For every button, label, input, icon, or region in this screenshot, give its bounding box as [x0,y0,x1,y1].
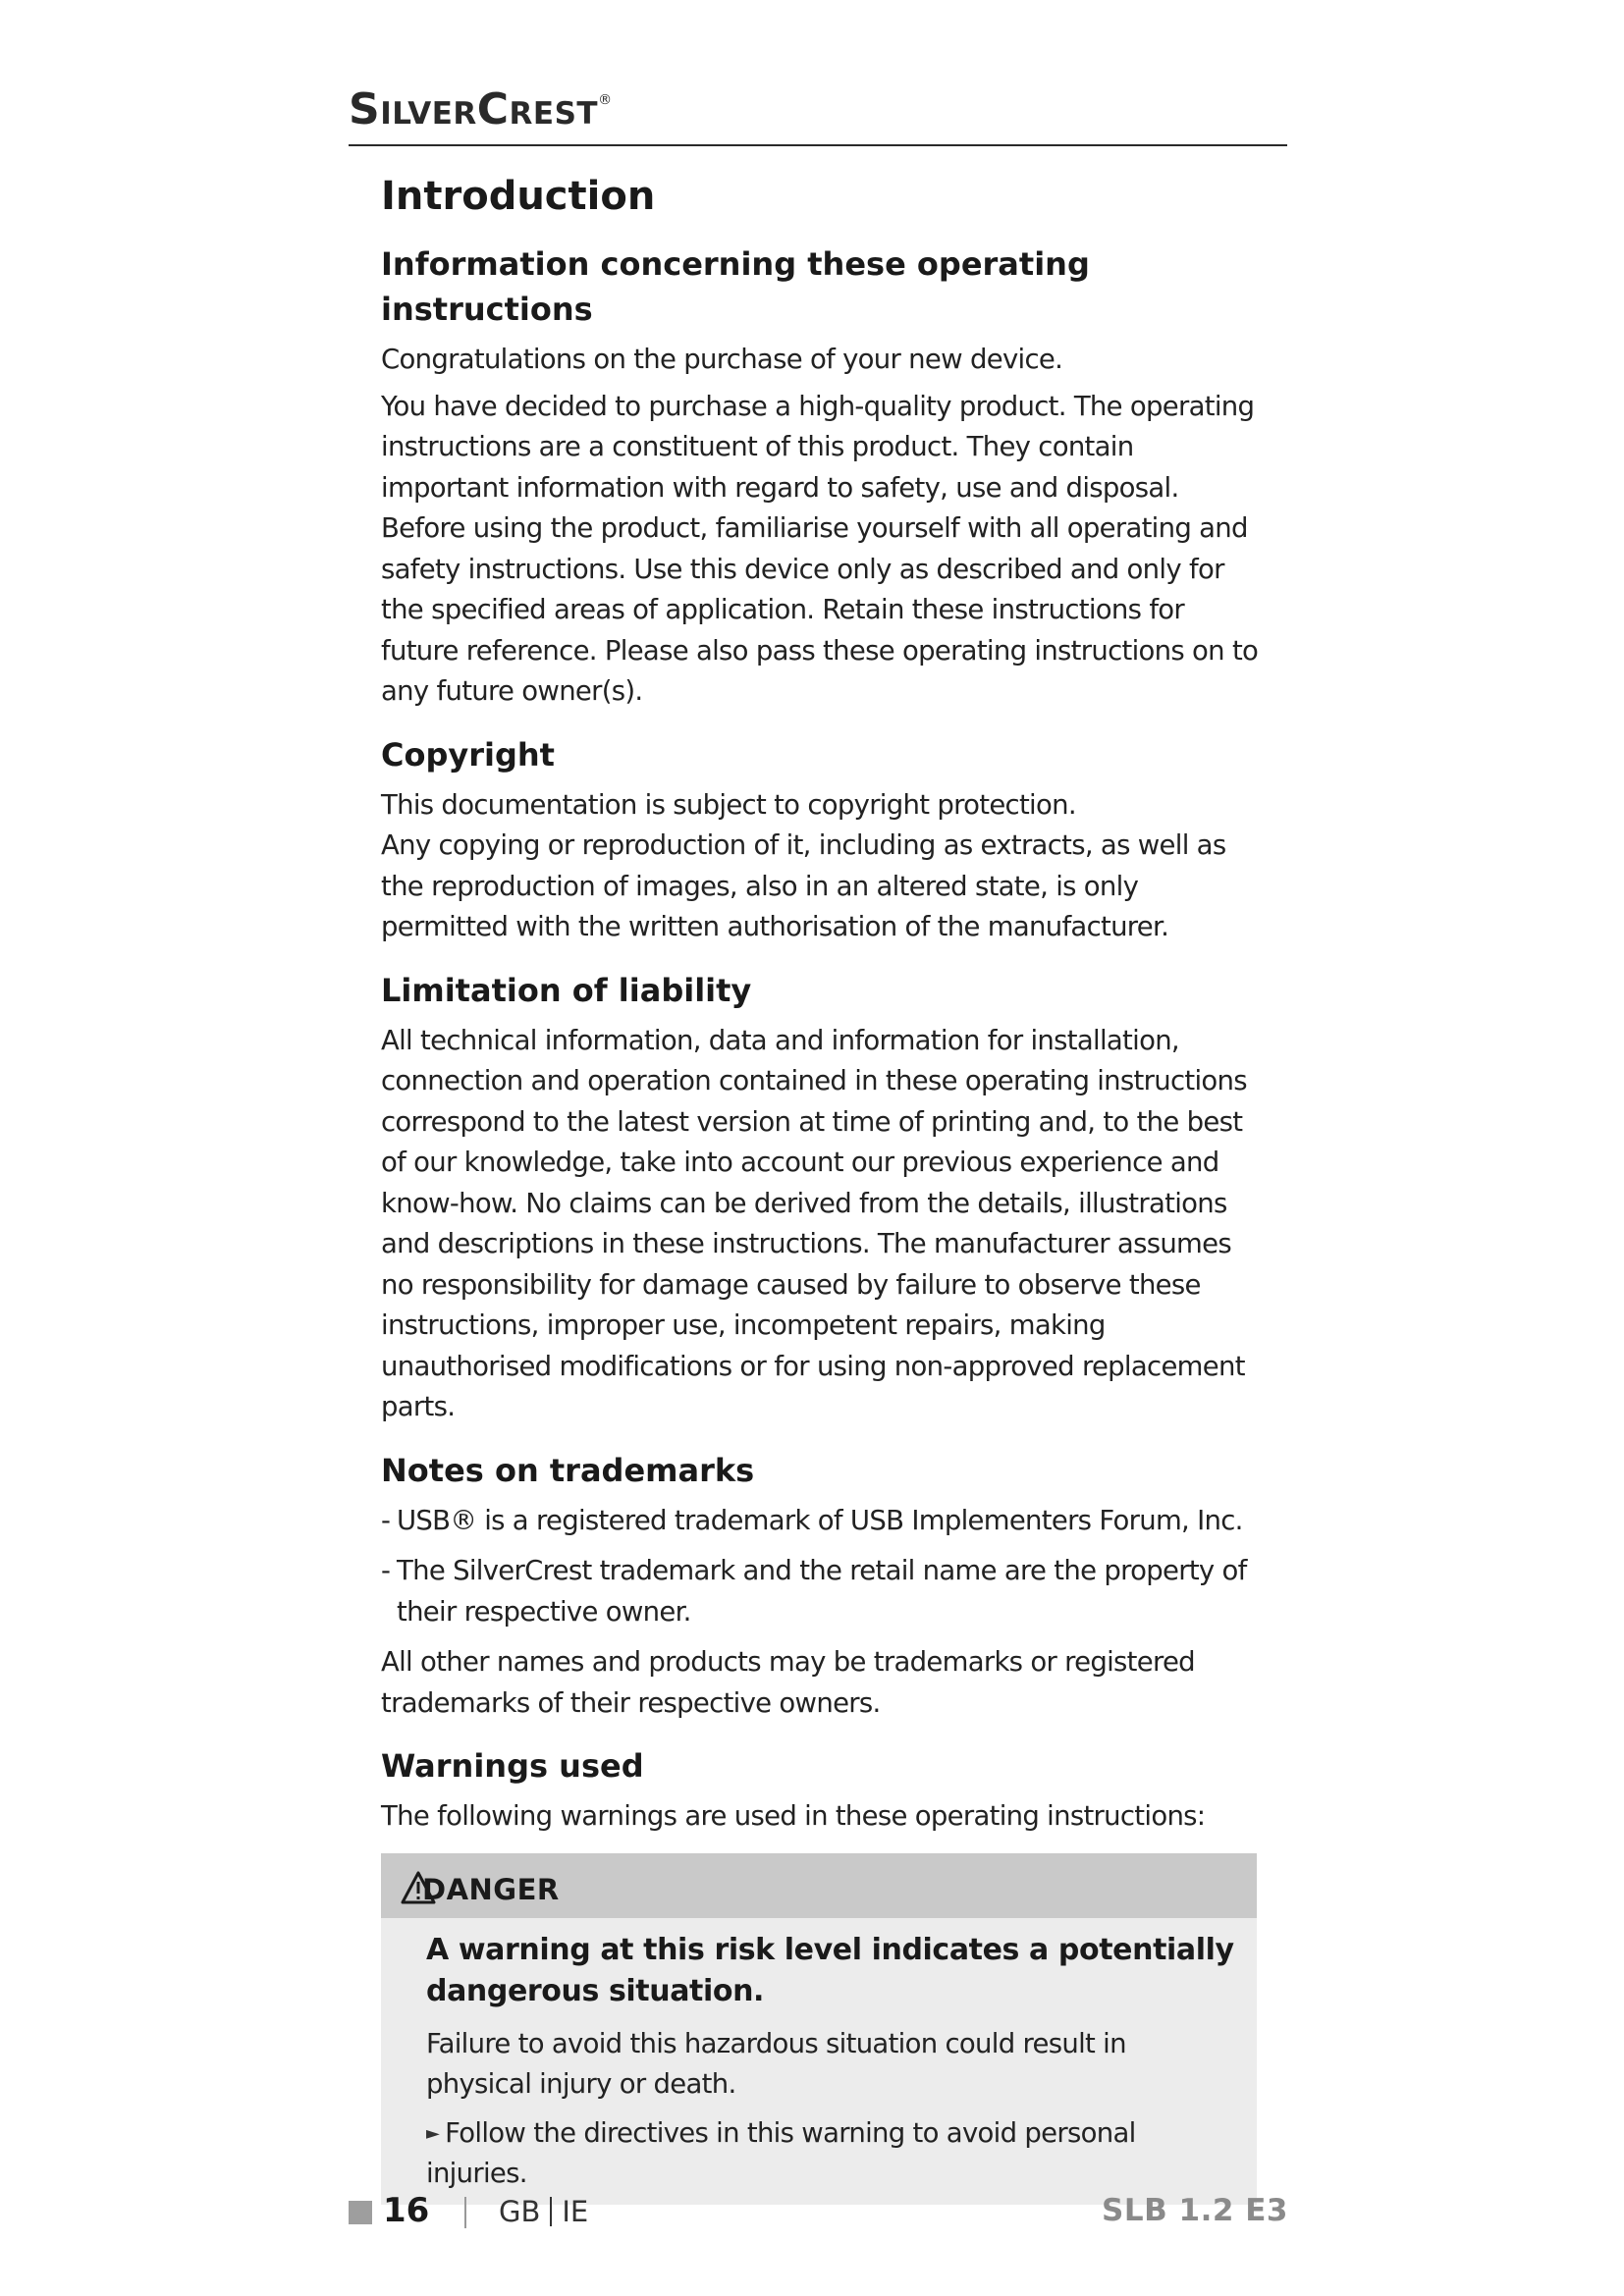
section-copyright [381,732,1265,948]
info-paragraph-1: Congratulations on the purchase of your new device. [381,344,1063,375]
danger-warning-action-text: Follow the directives in this warning to avoid personal injuries. [426,2116,1136,2189]
trademark-bullet-1 [381,1501,1265,1542]
warnings-paragraph-1: The following warnings are used in these operating instructions: [381,1800,1206,1832]
danger-warning-text: Failure to avoid this hazardous situation could result in physical injury or death. [426,2027,1126,2100]
copyright-paragraph-1: This documentation is subject to copyright protection. [381,788,1076,821]
language-code-gb: GB [499,2195,541,2228]
footer-marker-square [349,2201,372,2224]
header-divider [349,144,1287,146]
bullet-dash: - [381,1504,391,1536]
section-info [381,241,1265,713]
section-heading-info: Information concerning these operating instructions [381,245,1090,328]
section-heading-liability: Limitation of liability [381,971,752,1009]
danger-warning-action [426,2113,1237,2195]
trademark-bullet-2 [381,1551,1265,1632]
section-liability [381,968,1265,1428]
section-trademarks [381,1448,1265,1725]
danger-warning-lead: A warning at this risk level indicates a potentially dangerous situation. [426,1932,1234,2008]
liability-paragraph-1: All technical information, data and information for installation, connection and operation contained in these operating instructions correspond to the latest version at time of printing and, to the best of our knowledge, take into account our previous experience and know-how. No claims can be derived from the details, illustrations and descriptions in these instructions. The manufacturer assumes no responsibility for damage caused by failure to observe these instructions, improper use, incompetent repairs, making unauthorised modifications or for using non-approved replacement parts. [381,1024,1247,1422]
danger-warning-title: DANGER [422,1872,560,1906]
main-content [381,167,1265,2224]
section-heading-copyright: Copyright [381,735,555,774]
footer-separator [464,2197,466,2228]
section-warnings [381,1743,1265,2205]
footer-language-codes [499,2195,588,2228]
info-paragraph-2: You have decided to purchase a high-quality product. The operating instructions are a constituent of this product. They contain important information with regard to safety, use and disposal. Before using the product, familiarise yourself with all operating and safety instructions. Use this device only as described and only for the specified areas of application. Retain these instructions for future reference. Please also pass these operating instructions on to any future owner(s). [381,390,1259,707]
brand-registered-mark: ® [598,92,613,108]
brand-name: SilverCrest [349,84,599,134]
danger-warning-header [381,1853,1257,1918]
arrow-right-icon: ► [426,2122,440,2144]
copyright-paragraph-2: Any copying or reproduction of it, including as extracts, as well as the reproduction of images, also in an altered state, is only permitted with the written authorisation of the manufacturer. [381,829,1226,942]
language-separator [550,2197,552,2226]
page-title: Introduction [381,174,656,219]
model-number: SLB 1.2 E3 [1102,2193,1288,2228]
danger-warning-box [381,1853,1257,2205]
trademark-bullet-text-1: USB® is a registered trademark of USB Implementers Forum, Inc. [397,1504,1243,1536]
trademark-bullet-text-2: The SilverCrest trademark and the retail name are the property of their respective owner. [397,1555,1247,1628]
danger-warning-body [381,1918,1257,2205]
brand-logo [349,84,613,134]
language-code-ie: IE [562,2195,589,2228]
page-number: 16 [383,2191,430,2230]
bullet-dash: - [381,1555,391,1586]
section-heading-trademarks: Notes on trademarks [381,1451,755,1489]
trademarks-paragraph-1: All other names and products may be trademarks or registered trademarks of their respective owners. [381,1646,1195,1719]
section-heading-warnings: Warnings used [381,1747,644,1785]
